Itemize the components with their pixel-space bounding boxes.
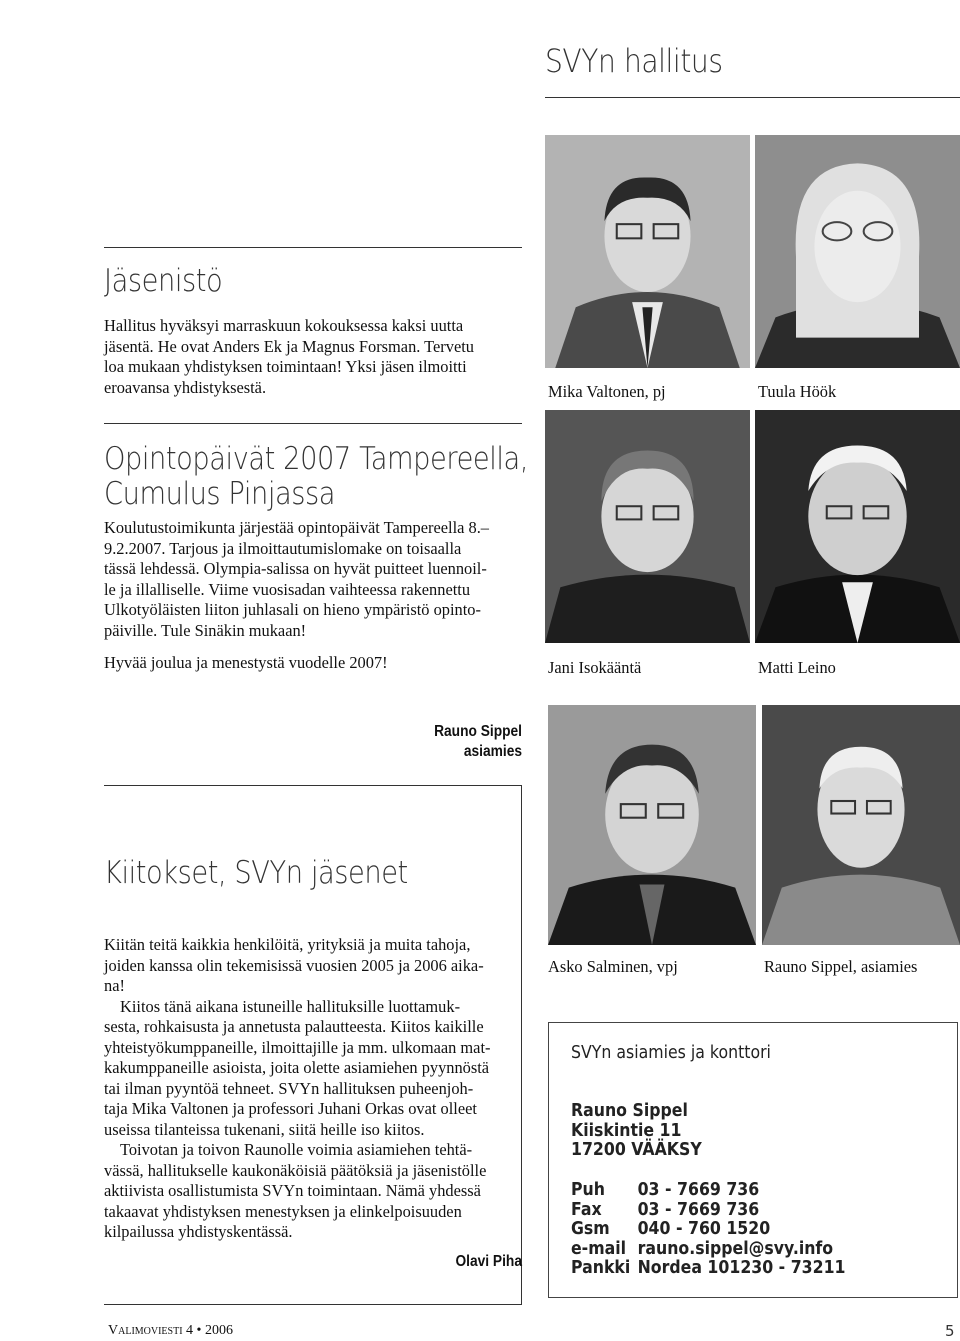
signature-name: Rauno Sippel [434, 723, 522, 740]
portrait-photo [755, 135, 960, 368]
text-line: Hallitus hyväksyi marraskuun kokouksessa kaksi uutta [104, 316, 464, 335]
text-line: eroavansa yhdistyksestä. [104, 377, 267, 397]
photo-caption: Tuula Höök [758, 382, 837, 401]
contact-row-gsm [571, 1220, 770, 1240]
contact-value: rauno.sippel@svy.info [637, 1238, 834, 1259]
contact-box [548, 1022, 958, 1298]
portrait-illustration [762, 705, 960, 945]
signature-title: asiamies [463, 743, 522, 760]
photo-caption: Matti Leino [758, 658, 836, 677]
portrait-illustration [755, 410, 960, 643]
section-heading-kiitokset: Kiitokset, SVYn jäsenet [104, 855, 408, 891]
signature-olavi: Olavi Piha [455, 1253, 522, 1270]
section-rule [104, 247, 522, 248]
closing-line: Hyvää joulua ja menestystä vuodelle 2007! [104, 653, 388, 672]
text-line: jäsentä. He ovat Anders Ek ja Magnus Forsman. Tervetu [104, 336, 474, 356]
text-line: kakumppaneille asioista, joita olette asiamiehen pyynnöstä [104, 1058, 490, 1077]
text-line: Kiitos tänä aikana istuneille hallituksille luottamuk- [120, 996, 461, 1016]
contact-label: e-mail [571, 1238, 627, 1259]
page-title: SVYn hallitus [545, 42, 723, 80]
photo-caption: Jani Isokääntä [548, 658, 642, 677]
text-line: sesta, rohkaisusta ja annetusta palautteesta. Kiitos kaikille [104, 1017, 484, 1036]
portrait-photo [762, 705, 960, 945]
contact-row-email [571, 1240, 833, 1260]
publication-name: Valimoviesti [108, 1323, 183, 1338]
photo-caption: Mika Valtonen, pj [548, 382, 666, 401]
portrait-photo [548, 705, 756, 945]
portrait-illustration [545, 135, 750, 368]
photo-caption: Rauno Sippel, asiamies [764, 957, 918, 976]
contact-value: 040 - 760 1520 [637, 1219, 771, 1239]
contact-value: 03 - 7669 736 [637, 1180, 760, 1200]
portrait-illustration [545, 410, 750, 643]
footer-rule [104, 1304, 522, 1305]
text-line: Ulkotyöläisten liiton juhlasali on hieno ympäristö opinto- [104, 600, 481, 619]
text-line: le ja illalliselle. Viime vuosisadan vaihteessa rakennettu [104, 579, 471, 599]
header-rule [545, 97, 960, 98]
contact-label: Puh [571, 1180, 605, 1200]
contact-box-title: SVYn asiamies ja konttori [571, 1043, 771, 1063]
page-number: 5 [945, 1322, 955, 1340]
opintopaivat-text [104, 518, 524, 674]
text-line: päiville. Tule Sinäkin mukaan! [104, 620, 307, 640]
text-line: vässä, hallitukselle kaukonäköisiä päätöksiä ja jäsenistölle [104, 1160, 487, 1180]
text-line: yhteistyökumppaneille, ilmoittajille ja mm. ulkomaan mat- [104, 1037, 491, 1057]
contact-label: Pankki [571, 1258, 631, 1278]
text-line: takaavat yhdistyksen menestyksen ja elinkelpoisuuden [104, 1201, 462, 1221]
portrait-photo [545, 135, 750, 368]
portrait-illustration [548, 705, 756, 945]
text-line: Koulutustoimikunta järjestää opintopäivät Tampereella 8.– [104, 518, 489, 537]
text-line: tässä lehdessä. Olympia-salissa on hyvät puitteet luennoil- [104, 559, 487, 578]
heading-line: Cumulus Pinjassa [104, 475, 336, 512]
portrait-photo [545, 410, 750, 643]
text-line: Toivotan ja toivon Raunolle voimia asiamiehen tehtä- [120, 1140, 473, 1159]
contact-value: Nordea 101230 - 73211 [637, 1258, 846, 1278]
portrait-photo [755, 410, 960, 643]
text-line: 9.2.2007. Tarjous ja ilmoittautumislomake on toisaalla [104, 538, 462, 558]
jasenisto-text [104, 316, 524, 398]
text-line: kilpailussa yhdistyskentässä. [104, 1222, 293, 1241]
text-line: Kiitän teitä kaikkia henkilöitä, yrityksiä ja muita tahoja, [104, 935, 471, 954]
heading-line: Opintopäivät 2007 Tampereella, [104, 441, 529, 477]
contact-row-bank [571, 1259, 846, 1279]
section-heading-opintopaivat [104, 442, 528, 511]
portrait-illustration [755, 135, 960, 368]
signature-rauno [331, 722, 522, 762]
kiitokset-text [104, 935, 524, 1243]
text-line: joiden kanssa olin tekemisissä vuosien 2005 ja 2006 aika- [104, 955, 484, 975]
section-rule [104, 423, 522, 424]
text-line: useissa tilanteissa tukenani, siitä heille iso kiitos. [104, 1119, 425, 1139]
contact-value: 03 - 7669 736 [637, 1199, 760, 1220]
text-line: tai ilman pyyntöä tehneet. SVYn hallituksen puheenjoh- [104, 1078, 474, 1098]
contact-name: Rauno Sippel [571, 1101, 688, 1121]
section-heading-jasenisto: Jäsenistö [104, 263, 223, 299]
contact-row-phone [571, 1181, 759, 1201]
footer-publication [108, 1323, 233, 1339]
contact-row-fax [571, 1201, 759, 1221]
text-line: na! [104, 976, 125, 995]
section-rule [104, 785, 522, 786]
contact-city: 17200 VÄÄKSY [571, 1140, 702, 1160]
contact-label: Gsm [571, 1219, 610, 1239]
contact-street: Kiiskintie 11 [571, 1120, 682, 1141]
text-line: loa mukaan yhdistyksen toimintaan! Yksi jäsen ilmoitti [104, 357, 467, 376]
contact-label: Fax [571, 1199, 602, 1220]
text-line: taja Mika Valtonen ja professori Juhani Orkas ovat olleet [104, 1099, 477, 1118]
photo-caption: Asko Salminen, vpj [548, 957, 678, 976]
issue-number: 4 • 2006 [186, 1323, 233, 1338]
text-line: aktiivista osallistumista SVYn toimintaan. Nämä yhdessä [104, 1181, 481, 1200]
